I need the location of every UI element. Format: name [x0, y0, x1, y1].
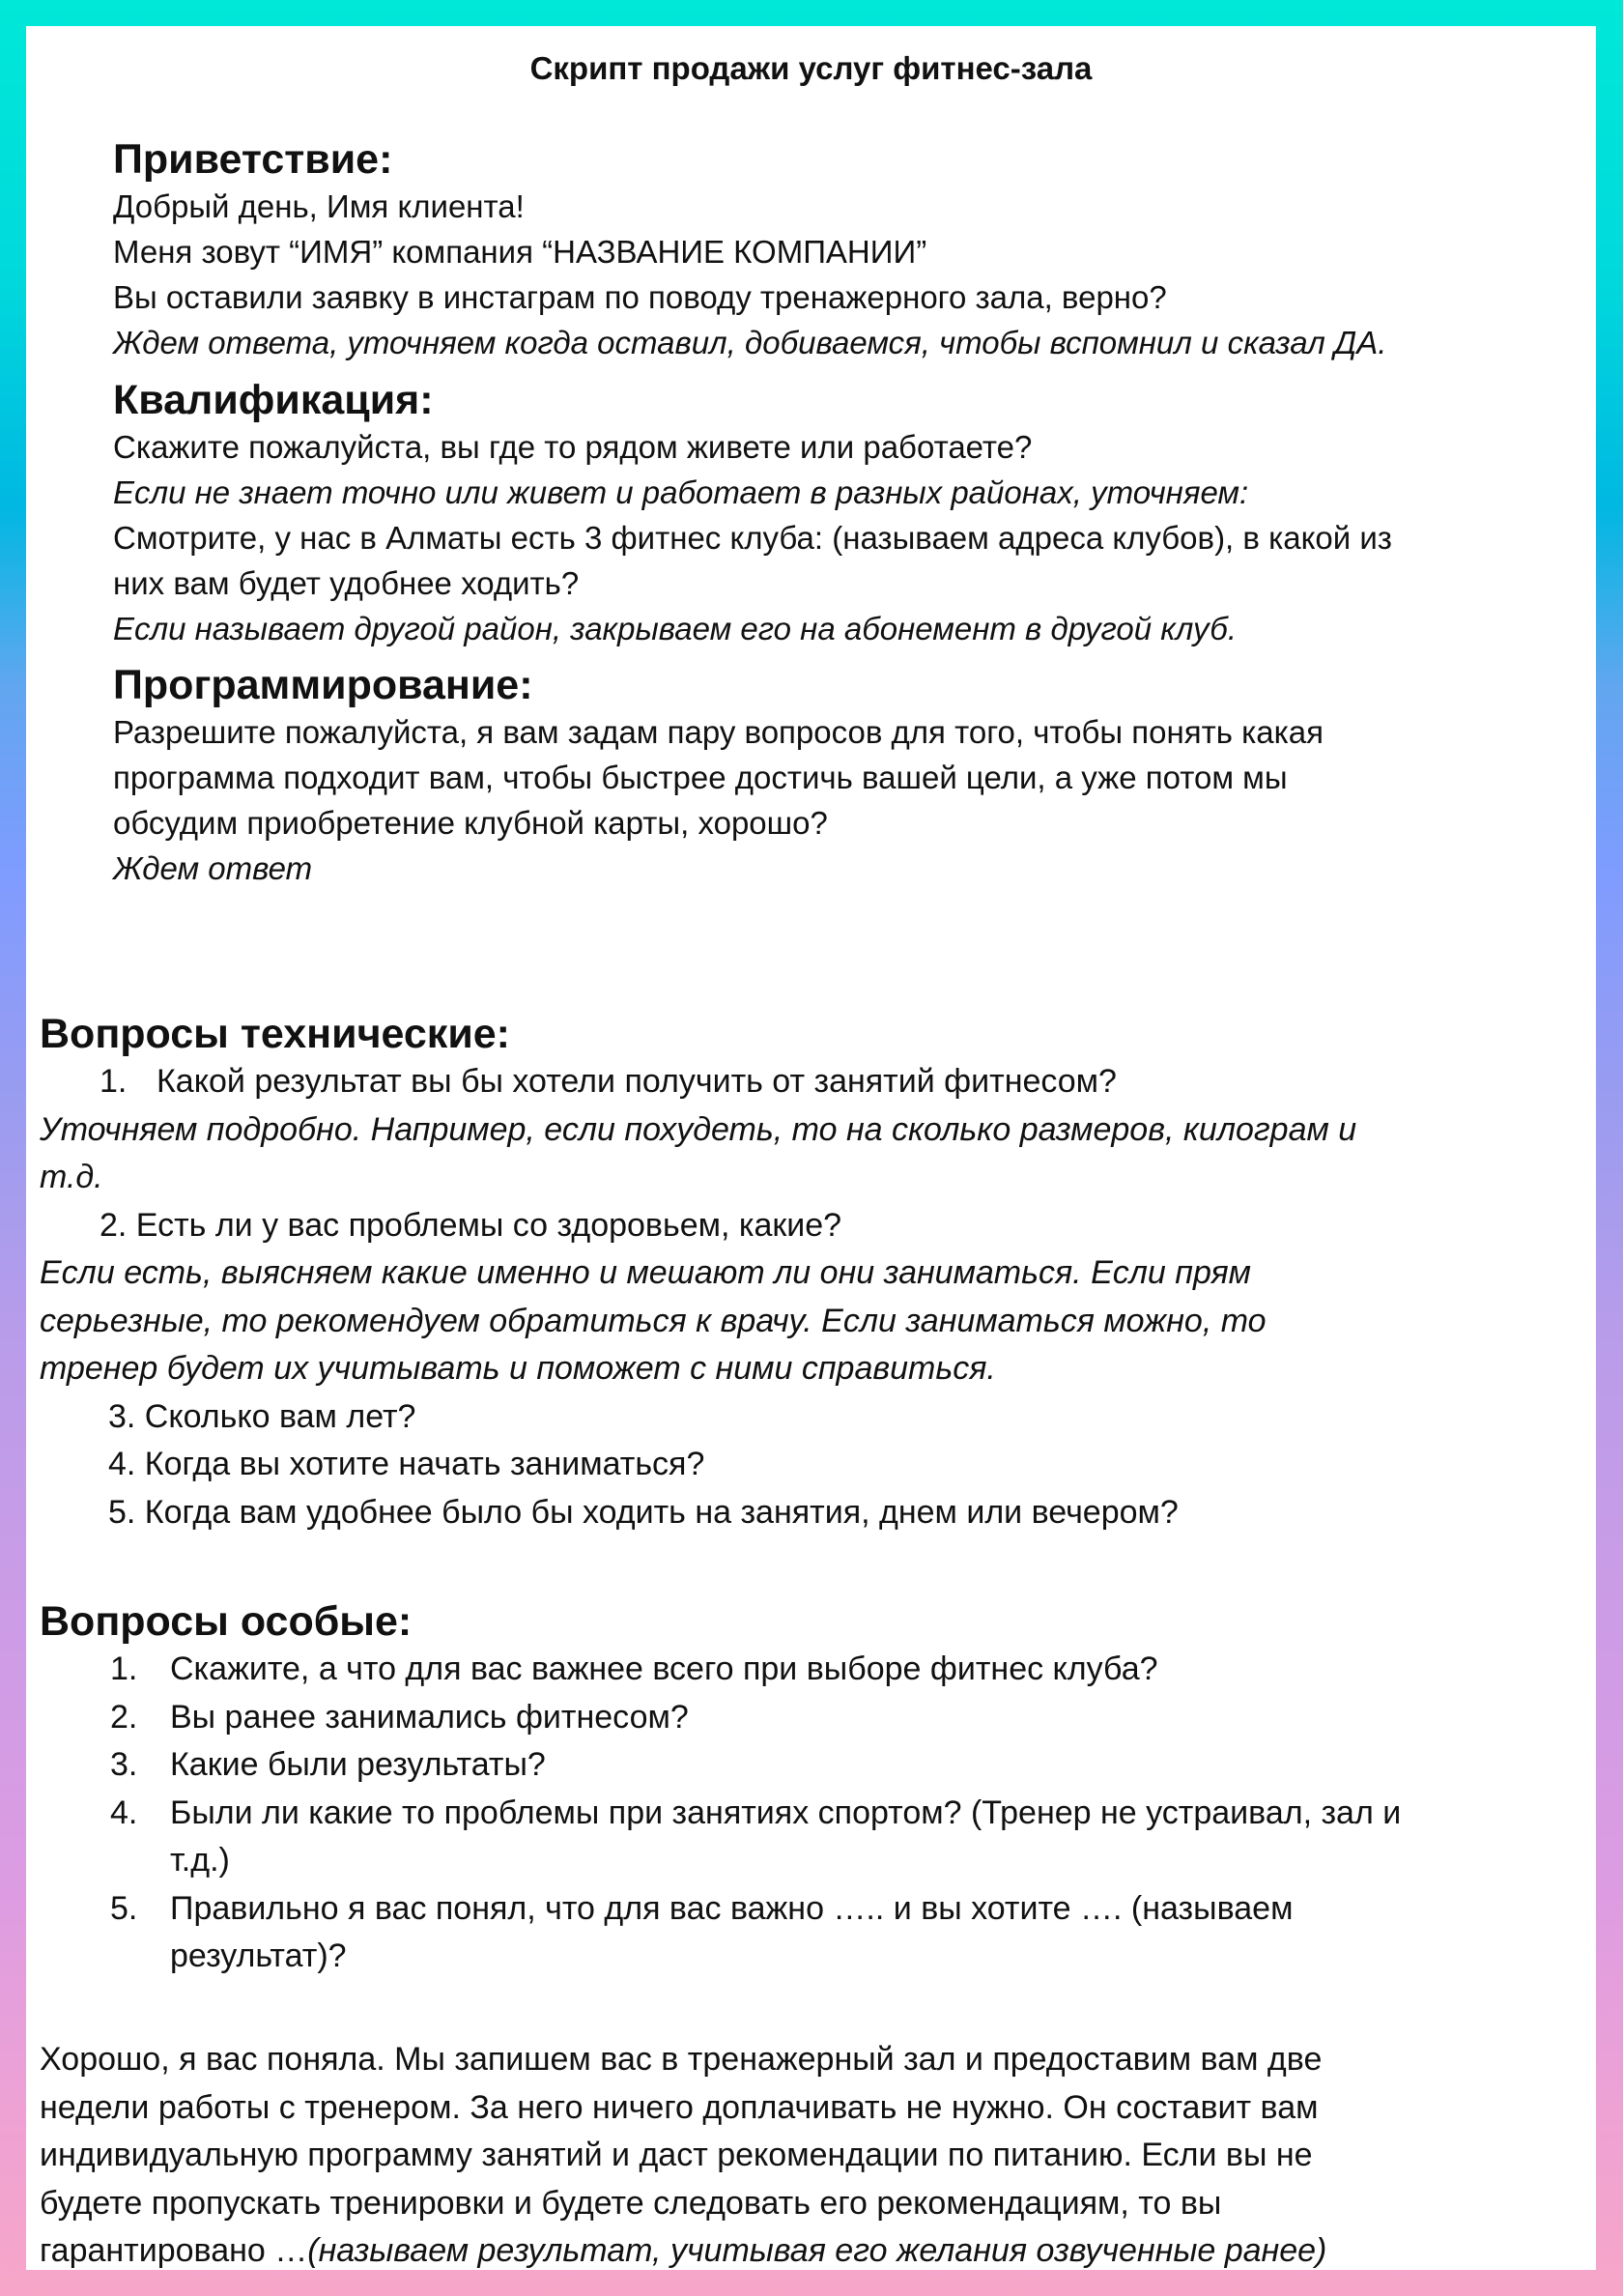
list-item: [40, 1694, 1585, 1742]
section-closing: [40, 2036, 1585, 2276]
question-note: серьезные, то рекомендуем обратиться к врачу. Если заниматься можно, то: [40, 1302, 1267, 1339]
question-text: Были ли какие то проблемы при занятиях спортом? (Тренер не устраивал, зал и: [170, 1794, 1402, 1831]
list-number: 3.: [110, 1746, 138, 1783]
qualification-note: Если не знает точно или живет и работает в разных районах, уточняем:: [113, 474, 1249, 510]
greeting-line: Меня зовут “ИМЯ” компания “НАЗВАНИЕ КОМПАНИИ”: [113, 234, 927, 270]
question-note: т.д.: [40, 1159, 103, 1195]
qualification-note: Если называет другой район, закрываем его на абонемент в другой клуб.: [113, 611, 1238, 646]
question-text: результат)?: [170, 1937, 347, 1974]
qualification-line: них вам будет удобнее ходить?: [113, 565, 580, 601]
list-item: [40, 1058, 1585, 1106]
list-item: 4. Когда вы хотите начать заниматься?: [108, 1446, 705, 1482]
closing-text: гарантировано …: [40, 2232, 308, 2269]
list-item: [40, 1790, 1585, 1885]
closing-line: будете пропускать тренировки и будете следовать его рекомендациям, то вы: [40, 2184, 1222, 2222]
section-greeting: [113, 135, 1386, 365]
greeting-note: Ждем ответа, уточняем когда оставил, добиваемся, чтобы вспомнил и сказал ДА.: [113, 325, 1387, 360]
programming-line: Разрешите пожалуйста, я вам задам пару вопросов для того, чтобы понять какая: [113, 714, 1324, 750]
list-item: 2. Есть ли у вас проблемы со здоровьем, какие?: [100, 1206, 842, 1244]
qualification-line: Скажите пожалуйста, вы где то рядом живете или работаете?: [113, 429, 1033, 465]
heading-technical-questions: Вопросы технические:: [40, 1011, 510, 1057]
question-note: тренер будет их учитывать и поможет с ними справиться.: [40, 1350, 996, 1387]
heading-greeting: Приветствие:: [113, 136, 393, 183]
greeting-line: Добрый день, Имя клиента!: [113, 188, 525, 224]
heading-special-questions: Вопросы особые:: [40, 1598, 413, 1645]
section-qualification: [113, 376, 1392, 651]
special-questions-list: [40, 1646, 1585, 1981]
closing-line: недели работы с тренером. За него ничего доплачивать не нужно. Он составит вам: [40, 2088, 1319, 2126]
programming-note: Ждем ответ: [113, 850, 313, 886]
question-note: Если есть, выясняем какие именно и мешают ли они заниматься. Если прям: [40, 1254, 1251, 1291]
list-number: 5.: [110, 1889, 138, 1927]
question-note: Уточняем подробно. Например, если похудеть, то на сколько размеров, килограм и: [40, 1110, 1357, 1148]
list-number: 1.: [110, 1650, 138, 1687]
list-item: [40, 1885, 1585, 1981]
list-item: 5. Когда вам удобнее было бы ходить на занятия, днем или вечером?: [108, 1493, 1179, 1531]
question-text: Вы ранее занимались фитнесом?: [170, 1698, 689, 1736]
list-item: 3. Сколько вам лет?: [108, 1397, 416, 1435]
section-programming: [113, 661, 1324, 891]
heading-programming: Программирование:: [113, 662, 533, 708]
greeting-line: Вы оставили заявку в инстаграм по поводу тренажерного зала, верно?: [113, 279, 1167, 315]
section-special-questions: [40, 1597, 1585, 1981]
list-number: 2.: [110, 1698, 138, 1736]
list-number: 4.: [110, 1794, 138, 1831]
programming-line: программа подходит вам, чтобы быстрее достичь вашей цели, а уже потом мы: [113, 760, 1288, 795]
document-page: [26, 26, 1596, 2270]
question-text: т.д.): [170, 1842, 230, 1879]
programming-line: обсудим приобретение клубной карты, хорошо?: [113, 805, 828, 841]
closing-line: Хорошо, я вас поняла. Мы запишем вас в тренажерный зал и предоставим вам две: [40, 2041, 1323, 2078]
section-technical-questions: [40, 1010, 1585, 1536]
document-title: Скрипт продажи услуг фитнес-зала: [529, 50, 1093, 86]
list-item: [40, 1741, 1585, 1790]
closing-line: [40, 2227, 1585, 2276]
question-text: Какие были результаты?: [170, 1746, 546, 1783]
heading-qualification: Квалификация:: [113, 377, 434, 423]
closing-line: индивидуальную программу занятий и даст рекомендации по питанию. Если вы не: [40, 2137, 1313, 2173]
closing-note: (называем результат, учитывая его желания озвученные ранее): [307, 2232, 1327, 2269]
question-text: Какой результат вы бы хотели получить от занятий фитнесом?: [157, 1063, 1117, 1100]
list-item: [40, 1646, 1585, 1694]
question-text: Правильно я вас понял, что для вас важно ….. и вы хотите …. (называем: [170, 1889, 1294, 1927]
qualification-line: Смотрите, у нас в Алматы есть 3 фитнес клуба: (называем адреса клубов), в какой из: [113, 520, 1392, 556]
question-text: Скажите, а что для вас важнее всего при выборе фитнес клуба?: [170, 1650, 1158, 1687]
list-number: 1.: [100, 1063, 128, 1100]
